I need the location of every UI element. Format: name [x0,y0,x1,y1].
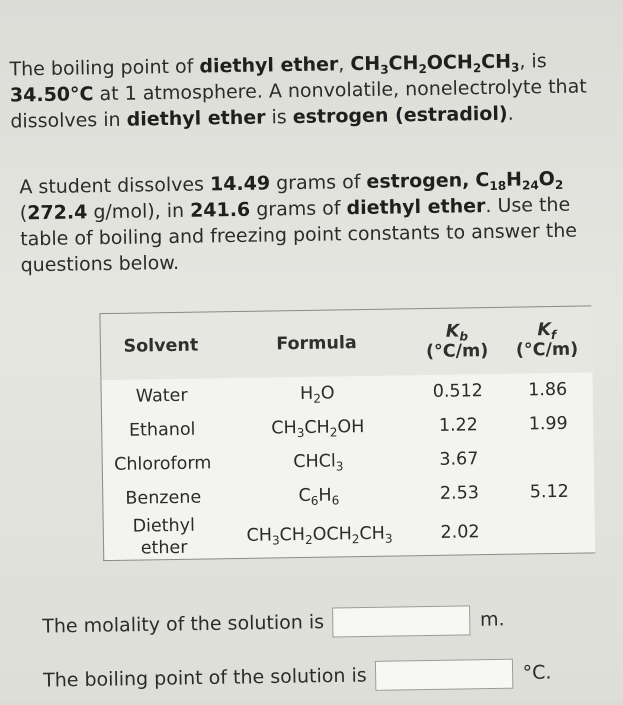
boiling-point-value: 34.50°C [9,83,94,107]
constants-table [99,305,595,561]
kb-cell: 2.02 [440,522,480,543]
kb-cell: 2.53 [439,483,480,504]
kf-cell [504,440,594,475]
header-kb: $K_b$ (°C/m) [412,307,503,375]
problem-text: . Use the table of boiling and freezing point constants to answer the questions below. [20,193,578,277]
kf-cell [505,508,596,554]
formula-cell: $CH_3CH_2OCH_2CH_3$ [246,523,393,548]
solvent-name: diethyl ether [126,106,266,131]
kf-cell: 1.99 [528,413,568,435]
problem-text: ( [19,202,28,225]
solvent-cell: Diethyl ether [132,515,196,559]
formula-cell: $CH_3CH_2OH$ [271,417,365,441]
solvent-cell: Water [135,385,188,407]
kb-cell: 0.512 [432,381,484,402]
intro-text: , [338,53,351,76]
kf-cell: 5.12 [529,481,569,503]
molality-unit: m. [479,608,505,631]
solute-name: estrogen (estradiol) [292,102,508,129]
boiling-point-prompt: The boiling point of the solution is [42,664,367,692]
formula-cell: $C_6H_6$ [298,485,340,508]
molality-question [42,605,505,642]
problem-text: g/mol), in [87,199,191,224]
boiling-point-question [43,658,552,696]
solvent-cell: Ethanol [128,419,196,441]
solvent-name: diethyl ether [199,53,339,78]
molar-mass: 272.4 [27,201,88,225]
formula-cell: CHCl$_3$ [293,451,344,474]
solvent-mass: 241.6 [189,198,251,222]
header-formula: Formula [220,309,412,378]
solute-formula: $C_{18}H_{24}O_2$ [475,167,564,194]
boiling-point-unit: °C. [522,661,552,685]
solvent-cell: Benzene [125,487,202,509]
header-solvent: Solvent [100,312,222,380]
problem-text: A student dissolves [19,173,211,199]
solvent-formula: $CH_3CH_2OCH_2CH_3$ [350,50,520,77]
intro-text: The boiling point of [9,55,200,81]
solute-mass: 14.49 [209,172,271,196]
intro-paragraph [9,47,610,134]
solvent-cell: Chloroform [114,453,212,475]
problem-paragraph [19,165,621,278]
boiling-point-input[interactable] [374,659,512,691]
intro-text: at 1 atmosphere. A nonvolatile, nonelectrolyte that dissolves in [10,75,587,133]
header-kf: $K_f$ (°C/m) [501,306,592,374]
table-header-row [100,306,592,380]
intro-text: , is [519,50,547,73]
molality-input[interactable] [332,605,470,637]
molality-prompt: The molality of the solution is [42,611,325,638]
table-row [103,508,595,560]
kb-cell: 1.22 [438,415,479,436]
kf-cell: 1.86 [528,379,568,401]
kb-cell: 3.67 [439,449,479,470]
intro-text: is [265,106,293,129]
solute-name: estrogen, [366,169,470,193]
problem-text: grams of [250,197,347,221]
formula-cell: $H_2O$ [299,383,335,406]
problem-text: grams of [269,170,367,195]
intro-text: . [507,102,514,125]
solvent-name: diethyl ether [346,195,486,220]
